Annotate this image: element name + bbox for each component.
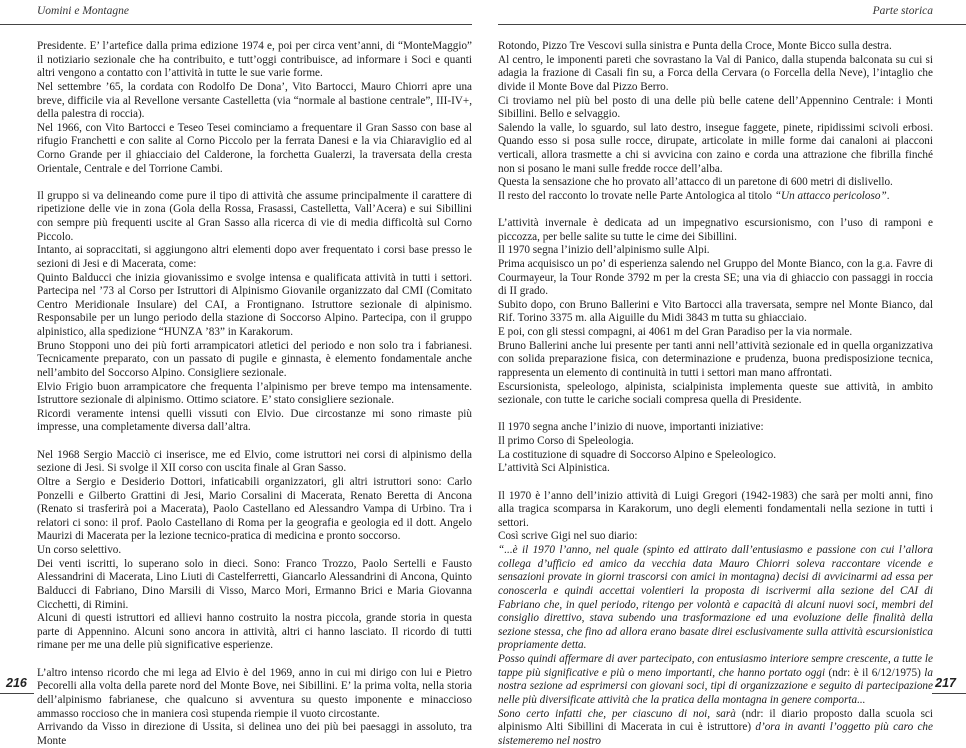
text-run: Escursionista, speleologo, alpinista, scialpinista implementa queste sue attività, in ambito sezionale, con tutte le cariche sociali compresa quella di Presidente. xyxy=(498,380,933,407)
left-page xyxy=(0,0,483,747)
text-run: (ndr: è il 6/12/1975) xyxy=(828,666,925,679)
italic-text: Posso quindi affermare di aver partecipato, con entusiasmo interiore sempre crescente, a tutte le tappe più significative e più o meno importanti, che hanno portato oggi xyxy=(498,653,933,679)
paragraph xyxy=(498,40,933,54)
text-run: Il resto del racconto lo trovate nelle Parte Antologica al titolo xyxy=(498,189,775,202)
italic-text: d’ora in avanti l’oggetto più caro che sistemeremo nel nostro xyxy=(498,721,933,747)
paragraph: Nel 1966, con Vito Bartocci e Teseo Tesei cominciamo a frequentare il Gran Sasso con base al rifugio Franchetti e con salite al Corno Piccolo per la ferrata Danesi e la via Chiaraviglio ed al Corno Grande per il ghiacciaio del Calderone, la forchetta Gualerzi, la traversata della cresta Orientale, Centrale e del Torrione Cambi. xyxy=(37,121,472,175)
paragraph: Ricordi veramente intensi quelli vissuti con Elvio. Due circostanze mi sono rimaste più impresse, una completamente diversa dall’altra. xyxy=(37,407,472,434)
text-run: Ci troviamo nel più bel posto di una delle più belle catene dell’Appennino Centrale: i Monti Sibillini. Bello e selvaggio. xyxy=(498,94,933,121)
right-page xyxy=(483,0,966,747)
text-run: Rotondo, Pizzo Tre Vescovi sulla sinistra e Punta della Croce, Monte Bicco sulla destra. xyxy=(498,40,892,52)
paragraph xyxy=(498,326,933,340)
text-run: Così scrive Gigi nel suo diario: xyxy=(498,530,638,543)
paragraph: Presidente. E’ l’artefice dalla prima edizione 1974 e, poi per circa vent’anni, di “MonteMaggio” il notiziario sezionale che ha contribuito, e tutt’oggi contribuisce, ad informare i Soci e quanti altri vengono a contatto con l’attività in tutte le sue varie forme. xyxy=(37,40,472,80)
text-run: L’attività invernale è dedicata ad un impegnativo escursionismo, con l’uso di ramponi e piccozza, per belle salite su tutte le cime dei Sibillini. xyxy=(498,217,933,243)
header-rule xyxy=(498,24,966,25)
page-number: 216 xyxy=(6,676,27,690)
body-text xyxy=(498,40,933,748)
italic-text: la nostra sezione ad esprimersi con giovani soci, tipi di organizzazione e seguito di partecipazione nelle più diversificate attività che la pratica della montagna in genere comporta... xyxy=(498,666,933,706)
body-text xyxy=(37,40,472,748)
text-run: Prima acquisisco un po’ di esperienza salendo nel Gruppo del Monte Bianco, con la g.a. Favre di Courmayeur, la Tour Ronde 3792 m per la cresta SE; una via di ghiaccio con passaggi in roccia di II grado. xyxy=(498,257,933,298)
running-head: Uomini e Montagne xyxy=(37,5,129,17)
text-run: Il primo Corso di Speleologia. xyxy=(498,435,634,448)
paragraph xyxy=(498,176,933,190)
paragraph: Quinto Balducci che inizia giovanissimo e svolge intensa e qualificata attività in tutti i settori. Partecipa nel ’73 al Corso per Istruttori di Alpinismo Giovanile organizzato dal CMI (Comitato Centro Meridionale Insulare) del CAI, a Frontignano. Istruttore sezionale di alpinismo. Responsabile per un lungo periodo della stazione di Soccorso Alpino. Partecipa, con il gruppo alpinistico, alla spedizione “HUNZA ’83” in Karakorum. xyxy=(37,271,472,339)
paragraph xyxy=(498,653,933,708)
paragraph: Elvio Frigio buon arrampicatore che frequenta l’alpinismo per breve tempo ma intensamente. Istruttore sezionale di alpinismo. Ottimo sciatore. E’ stato consigliere sezionale. xyxy=(37,380,472,407)
paragraph xyxy=(498,530,933,544)
paragraph: Nel 1968 Sergio Macciò ci inserisce, me ed Elvio, come istruttori nei corsi di alpinismo della sezione di Jesi. Si svolge il XII corso con uscita finale al Gran Sasso. xyxy=(37,448,472,475)
italic-text: “Un attacco pericoloso” xyxy=(774,189,887,202)
paragraph xyxy=(498,299,933,326)
paragraph xyxy=(498,340,933,381)
paragraph xyxy=(498,122,933,177)
paragraph xyxy=(498,217,933,244)
paragraph: Oltre a Sergio e Desiderio Dottori, infaticabili organizzatori, gli altri istruttori sono: Carlo Ponzelli e Gilberto Grattini di Jesi, Mario Corsalini di Macerata, Renato Beretta di Ancona (Renato si trasferirà poi a Macerata), Paolo Castellano ed Alessandro Vampa di Urbino. Tra i relatori ci sono: il prof. Paolo Castellano di Roma per la geografia e geologia ed il dott. Angelo Maurizi di Macerata per la lezione tecnico-pratica di medicina e pronto soccorso. xyxy=(37,475,472,543)
paragraph xyxy=(498,544,933,653)
paragraph: Il gruppo si va delineando come pure il tipo di attività che assume principalmente il carattere di ripetizione delle vie in zona (Gola della Rossa, Frasassi, Castelletta, Vall’Acera) e sui Sibillini con sempre più frequenti uscite al Gran Sasso alla ricerca di vie di media difficoltà sul Corno Piccolo. xyxy=(37,189,472,243)
text-run: (ndr: il diario proposto dalla scuola sci alpinismo Alti Sibillini di Macerata in cui è istruttore) xyxy=(498,707,933,734)
paragraph: Un corso selettivo. xyxy=(37,544,122,557)
paragraph xyxy=(498,435,933,449)
text-run: Bruno Ballerini anche lui presente per tanti anni nell’attività sezionale ed in quella organizzativa con solida preparazione fisica, con determinazione e prudenza, buona predisposizione tecnica, rappresenta un elemento di continuità in tutti i settori man mano affrontati. xyxy=(498,339,933,379)
paragraph xyxy=(498,54,933,95)
text-run: L’attività Sci Alpinistica. xyxy=(498,462,610,475)
text-run: Il 1970 segna anche l’inizio di nuove, importanti iniziative: xyxy=(498,421,764,434)
paragraph xyxy=(498,449,933,463)
text-run: Al centro, le imponenti pareti che sovrastano la Val di Panico, dalla stupenda balconata su cui si adagia la frazione di Casali fin su, a Forca della Cervara (o Forcella della Neve), l’intaglio che divide il Monte Bove dal Pizzo Berro. xyxy=(498,53,933,93)
text-run: . xyxy=(886,189,890,202)
paragraph xyxy=(498,490,933,531)
paragraph xyxy=(498,95,933,122)
text-run: Subito dopo, con Bruno Ballerini e Vito Bartocci alla traversata, sempre nel Monte Bianco, dal Rif. Torino 3375 m. alla Aiguille du Midi 3843 m tutta su ghiacciaio. xyxy=(498,298,933,325)
paragraph xyxy=(498,244,933,258)
text-run: Questa la sensazione che ho provato all’attacco di un paretone di 600 metri di dislivello. xyxy=(498,176,893,189)
text-run: La costituzione di squadre di Soccorso Alpino e Speleologico. xyxy=(498,448,777,461)
paragraph xyxy=(498,421,933,435)
text-run: Il 1970 segna l’inizio dell’alpinismo sulle Alpi. xyxy=(498,244,710,257)
paragraph xyxy=(498,708,933,748)
header-rule xyxy=(0,24,472,25)
paragraph: Bruno Stopponi uno dei più forti arrampicatori atletici del periodo e non solo tra i fabrianesi. Tecnicamente preparato, con un passato di pugile e ginnasta, è elemento fondamentale anche nell’ambito del Soccorso Alpino. Consigliere sezionale. xyxy=(37,339,472,379)
paragraph xyxy=(498,258,933,299)
running-head: Parte storica xyxy=(872,5,933,17)
paragraph: Dei venti iscritti, lo superano solo in dieci. Sono: Franco Trozzo, Paolo Sertelli e Fausto Alessandrini di Macerata, Lino Liuti di Castelferretti, Giancarlo Alessandrini di Ancona, Quinto Balducci di Fabriano, Dino Marsili di Visso, Marco Mori, Ermanno Brici e Maria Giovanna Cicchetti, di Rimini. xyxy=(37,557,472,611)
italic-text: Sono certo infatti che, per ciascuno di noi, sarà xyxy=(498,707,742,720)
paragraph xyxy=(498,190,933,204)
paragraph: Arrivando da Visso in direzione di Ussita, si delinea uno dei più bei paesaggi in assoluto, tra Monte xyxy=(37,721,472,747)
paragraph: Alcuni di questi istruttori ed allievi hanno costruito la nostra piccola, grande storia in questa parte di Appennino. Alcuni sono ancora in attività, altri ci hanno lasciato. Il ricordo di tutti rimane per me una delle più significative esperienze. xyxy=(37,612,472,652)
paragraph: Intanto, ai sopraccitati, si aggiungono altri elementi dopo aver frequentato i corsi base presso le sezioni di Jesi e di Macerata, come: xyxy=(37,244,472,270)
paragraph: L’altro intenso ricordo che mi lega ad Elvio è del 1969, anno in cui mi dirigo con lui e Pietro Pecorelli alla volta della parete nord del Monte Bove, nei Sibillini. E’ la prima volta, nella storia dell’alpinismo fabrianese, che qualcuno si avventura su questo imponente e minaccioso ammasso roccioso che in maniera così stupenda riempie il vuoto circostante. xyxy=(37,666,472,720)
paragraph: Nel settembre ’65, la cordata con Rodolfo De Dona’, Vito Bartocci, Mauro Chiorri apre una breve, difficile via al Revellone versante Castelletta (via “normale al bastione centrale”, III-IV+, della palestra di roccia). xyxy=(37,80,472,121)
page-number-rule xyxy=(0,693,34,694)
paragraph xyxy=(498,381,933,408)
text-run: Salendo la valle, lo sguardo, sul lato destro, insegue faggete, pinete, ripidissimi scivoli erbosi. Quando esso si posa sulle rocce, dirupate, articolate in mille forme dai canaloni ai placconi verticali, allora trasmette a chi si avvicina con zaino e corda una attrazione che fibrilla finché non si posano le mani sulle fredde rocce dell’alba. xyxy=(498,121,933,175)
paragraph xyxy=(498,462,933,476)
text-run: Il 1970 è l’anno dell’inizio attività di Luigi Gregori (1942-1983) che sarà per molti anni, fino alla tragica scomparsa in Karakorum, uno degli elementi fondamentali nella sezione in tutti i settori. xyxy=(498,489,933,529)
italic-text: “...è il 1970 l’anno, nel quale (spinto ed attirato dall’entusiasmo e passione con cui l’allora collega d’ufficio ed amico da vecchia data Mauro Chiorri soleva raccontare vicende e sensazioni provate in giorni trascorsi con amici in montagna) decisi di avvicinarmi ad essa per conoscerla e quindi accettai volentieri la proposta di iscrivermi alla sezione del CAI di Fabriano che, in quel periodo, ritengo per volontà e capacità di alcuni nuovi soci, membri del consiglio direttivo, stava subendo una trasformazione ed una evoluzione delle finalità della sezione stessa, che fino ad allora erano basate direi esclusivamente sulla attività escursionistica propriamente detta. xyxy=(498,544,933,652)
page-number: 217 xyxy=(935,676,956,690)
page-number-rule xyxy=(932,693,966,694)
text-run: E poi, con gli stessi compagni, ai 4061 m del Gran Paradiso per la via normale. xyxy=(498,326,853,339)
